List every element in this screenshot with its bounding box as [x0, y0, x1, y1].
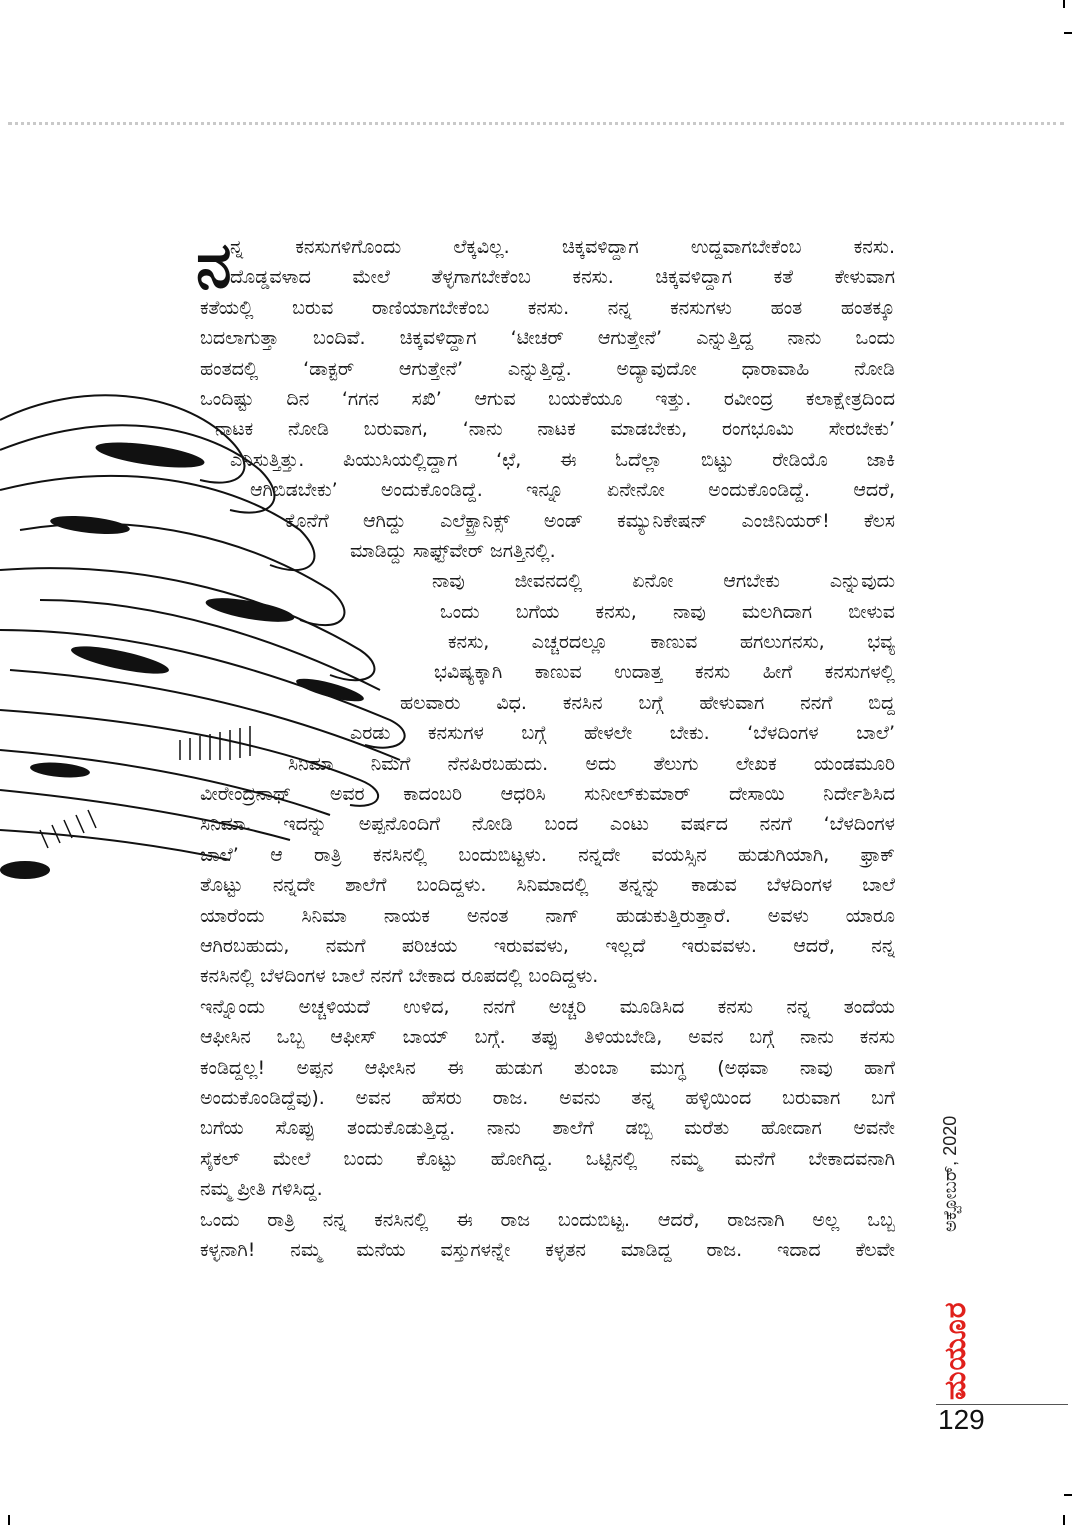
article-line: ನಾವು ಜೀವನದಲ್ಲಿ ಏನೋ ಆಗಬೇಕು ಎನ್ನುವುದು [432, 570, 895, 593]
article-line: ನಮ್ಮ ಪ್ರೀತಿ ಗಳಿಸಿದ್ದ. [200, 1178, 323, 1201]
article-line: ಒಂದು ಬಗೆಯ ಕನಸು, ನಾವು ಮಲಗಿದಾಗ ಬೀಳುವ [440, 600, 895, 623]
article-body [200, 232, 895, 1265]
article-line: ಕನಸು, ಎಚ್ಚರದಲ್ಲೂ ಕಾಣುವ ಹಗಲುಗನಸು, ಭವ್ಯ [448, 631, 895, 654]
issue-date: ಅಕ್ಟೋಬರ್, 2020 [940, 1115, 960, 1232]
article-line: ಹಲವಾರು ವಿಧ. ಕನಸಿನ ಬಗ್ಗೆ ಹೇಳುವಾಗ ನನಗೆ ಬಿದ್ದ [400, 691, 895, 714]
article-line: ಸಿನಿಮಾ. ಇದನ್ನು ಅಪ್ಪನೊಂದಿಗೆ ನೋಡಿ ಬಂದ ಎಂಟು ವರ್ಷದ ನನಗೆ ‘ಬೆಳದಿಂಗಳ [200, 813, 895, 836]
crop-mark-top-right [1063, 0, 1065, 8]
article-line: ಎನಿಸುತ್ತಿತ್ತು. ಪಿಯುಸಿಯಲ್ಲಿದ್ದಾಗ ‘ಛೆ, ಈ ಓದೆಲ್ಲಾ ಬಿಟ್ಟು ರೇಡಿಯೊ ಜಾಕಿ [230, 448, 895, 471]
article-line: ಭವಿಷ್ಯಕ್ಕಾಗಿ ಕಾಣುವ ಉದಾತ್ತ ಕನಸು ಹೀಗೆ ಕನಸುಗಳಲ್ಲಿ [434, 661, 895, 684]
article-line: ಆಗಿರಬಹುದು, ನಮಗೆ ಪರಿಚಯ ಇರುವವಳು, ಇಲ್ಲದೆ ಇರುವವಳು. ಆದರೆ, ನನ್ನ [200, 934, 895, 957]
article-line: ಒಂದು ರಾತ್ರಿ ನನ್ನ ಕನಸಿನಲ್ಲಿ ಈ ರಾಜ ಬಂದುಬಿಟ್ಟ. ಆದರೆ, ರಾಜನಾಗಿ ಅಲ್ಲ ಒಬ್ಬ [200, 1208, 895, 1231]
article-line: ಸಿನಿಮಾ ನಿಮಗೆ ನೆನಪಿರಬಹುದು. ಅದು ತೆಲುಗು ಲೇಖಕ ಯಂಡಮೂರಿ [288, 752, 895, 775]
page-number: 129 [938, 1404, 985, 1435]
article-line: ಸೈಕಲ್ ಮೇಲೆ ಬಂದು ಕೊಟ್ಟು ಹೋಗಿದ್ದ. ಒಟ್ಟಿನಲ್ಲಿ ನಮ್ಮ ಮನೆಗೆ ಬೇಕಾದವನಾಗಿ [200, 1147, 895, 1170]
article-line: ಕನಸಿನಲ್ಲಿ ಬೆಳದಿಂಗಳ ಬಾಲೆ ನನಗೆ ಬೇಕಾದ ರೂಪದಲ್ಲಿ ಬಂದಿದ್ದಳು. [200, 965, 599, 988]
magazine-logo: ಮಯೂರ [938, 1301, 973, 1400]
crop-mark-bottom-right [1063, 1515, 1065, 1525]
article-line: ನ್ನ ಕನಸುಗಳಿಗೊಂದು ಲೆಕ್ಕವಿಲ್ಲ. ಚಿಕ್ಕವಳಿದ್ದಾಗ ಉದ್ದವಾಗಬೇಕೆಂಬ ಕನಸು. [230, 236, 895, 258]
article-line: ಬಾಲೆ’ ಆ ರಾತ್ರಿ ಕನಸಿನಲ್ಲಿ ಬಂದುಬಿಟ್ಟಳು. ನನ್ನದೇ ವಯಸ್ಸಿನ ಹುಡುಗಿಯಾಗಿ, ಫ್ರಾಕ್ [200, 843, 895, 866]
article-line: ಹಂತದಲ್ಲಿ ‘ಡಾಕ್ಟರ್ ಆಗುತ್ತೇನೆ’ ಎನ್ನುತ್ತಿದ್ದೆ. ಅದ್ಯಾವುದೋ ಧಾರಾವಾಹಿ ನೋಡಿ [200, 357, 895, 380]
article-line: ಯಾರೆಂದು ಸಿನಿಮಾ ನಾಯಕ ಅನಂತ ನಾಗ್ ಹುಡುಕುತ್ತಿರುತ್ತಾರೆ. ಅವಳು ಯಾರೂ [200, 904, 895, 927]
article-line: ಇನ್ನೊಂದು ಅಚ್ಚಳಿಯದೆ ಉಳಿದ, ನನಗೆ ಅಚ್ಚರಿ ಮೂಡಿಸಿದ ಕನಸು ನನ್ನ ತಂದೆಯ [200, 995, 895, 1018]
article-line: ವೀರೇಂದ್ರನಾಥ್ ಅವರ ಕಾದಂಬರಿ ಆಧರಿಸಿ ಸುನೀಲ್‌ಕುಮಾರ್ ದೇಸಾಯಿ ನಿರ್ದೇಶಿಸಿದ [200, 783, 895, 806]
article-line: ಆಗಿಬಿಡಬೇಕು’ ಅಂದುಕೊಂಡಿದ್ದೆ. ಇನ್ನೂ ಏನೇನೋ ಅಂದುಕೊಂಡಿದ್ದೆ. ಆದರೆ, [250, 479, 895, 502]
article-line: ನಾಟಕ ನೋಡಿ ಬರುವಾಗ, ‘ನಾನು ನಾಟಕ ಮಾಡಬೇಕು, ರಂಗಭೂಮಿ ಸೇರಬೇಕು’ [215, 418, 895, 441]
article-line: ಮಾಡಿದ್ದು ಸಾಫ್ಟ್‌ವೇರ್ ಜಗತ್ತಿನಲ್ಲಿ. [350, 539, 556, 562]
article-line: ಎರಡು ಕನಸುಗಳ ಬಗ್ಗೆ ಹೇಳಲೇ ಬೇಕು. ‘ಬೆಳದಿಂಗಳ ಬಾಲೆ’ [350, 722, 895, 745]
crop-mark-right-bottom [1064, 1494, 1072, 1496]
header-dotted-rule [8, 122, 1064, 125]
article-line: ಅಂದುಕೊಂಡಿದ್ದೆವು). ಅವನ ಹೆಸರು ರಾಜ. ಅವನು ತನ್ನ ಹಳ್ಳಿಯಿಂದ ಬರುವಾಗ ಬಗೆ [200, 1086, 895, 1109]
article-line: ಕಂಡಿದ್ದಲ್ಲ! ಅಪ್ಪನ ಆಫೀಸಿನ ಈ ಹುಡುಗ ತುಂಬಾ ಮುಗ್ಧ (ಅಥವಾ ನಾವು ಹಾಗೆ [200, 1056, 895, 1079]
article-line: ಕೊನೆಗೆ ಆಗಿದ್ದು ಎಲೆಕ್ಟ್ರಾನಿಕ್ಸ್ ಅಂಡ್ ಕಮ್ಯುನಿಕೇಷನ್ ಎಂಜಿನಿಯರ್! ಕೆಲಸ [285, 509, 895, 532]
article-line: ತೊಟ್ಟು ನನ್ನದೇ ಶಾಲೆಗೆ ಬಂದಿದ್ದಳು. ಸಿನಿಮಾದಲ್ಲಿ ತನ್ನನ್ನು ಕಾಡುವ ಬೆಳದಿಂಗಳ ಬಾಲೆ [200, 874, 895, 897]
crop-mark-bottom-left [8, 1515, 10, 1525]
drop-cap: ನ [196, 228, 232, 303]
article-line: ಆಫೀಸಿನ ಒಬ್ಬ ಆಫೀಸ್ ಬಾಯ್ ಬಗ್ಗೆ. ತಪ್ಪು ತಿಳಿಯಬೇಡಿ, ಅವನ ಬಗ್ಗೆ ನಾನು ಕನಸು [200, 1026, 895, 1049]
article-line: ಒಂದಿಷ್ಟು ದಿನ ‘ಗಗನ ಸಖಿ’ ಆಗುವ ಬಯಕೆಯೂ ಇತ್ತು. ರವೀಂದ್ರ ಕಲಾಕ್ಷೇತ್ರದಿಂದ [200, 387, 895, 410]
article-line: ಕಳ್ಳನಾಗಿ! ನಮ್ಮ ಮನೆಯ ವಸ್ತುಗಳನ್ನೇ ಕಳ್ಳತನ ಮಾಡಿದ್ದ ರಾಜ. ಇದಾದ ಕೆಲವೇ [200, 1238, 895, 1261]
article-line: ಬದಲಾಗುತ್ತಾ ಬಂದಿವೆ. ಚಿಕ್ಕವಳಿದ್ದಾಗ ‘ಟೀಚರ್ ಆಗುತ್ತೇನೆ’ ಎನ್ನುತ್ತಿದ್ದ ನಾನು ಒಂದು [200, 327, 895, 350]
crop-mark-right-top [1064, 32, 1072, 34]
article-line: ಕತೆಯಲ್ಲಿ ಬರುವ ರಾಣಿಯಾಗಬೇಕೆಂಬ ಕನಸು. ನನ್ನ ಕನಸುಗಳು ಹಂತ ಹಂತಕ್ಕೂ [200, 296, 895, 319]
article-line: ಬಗೆಯ ಸೊಪ್ಪು ತಂದುಕೊಡುತ್ತಿದ್ದ. ನಾನು ಶಾಲೆಗೆ ಡಬ್ಬಿ ಮರೆತು ಹೋದಾಗ ಅವನೇ [200, 1117, 895, 1140]
article-line: ದೊಡ್ಡವಳಾದ ಮೇಲೆ ತೆಳ್ಳಗಾಗಬೇಕೆಂಬ ಕನಸು. ಚಿಕ್ಕವಳಿದ್ದಾಗ ಕತೆ ಕೇಳುವಾಗ [230, 266, 895, 289]
